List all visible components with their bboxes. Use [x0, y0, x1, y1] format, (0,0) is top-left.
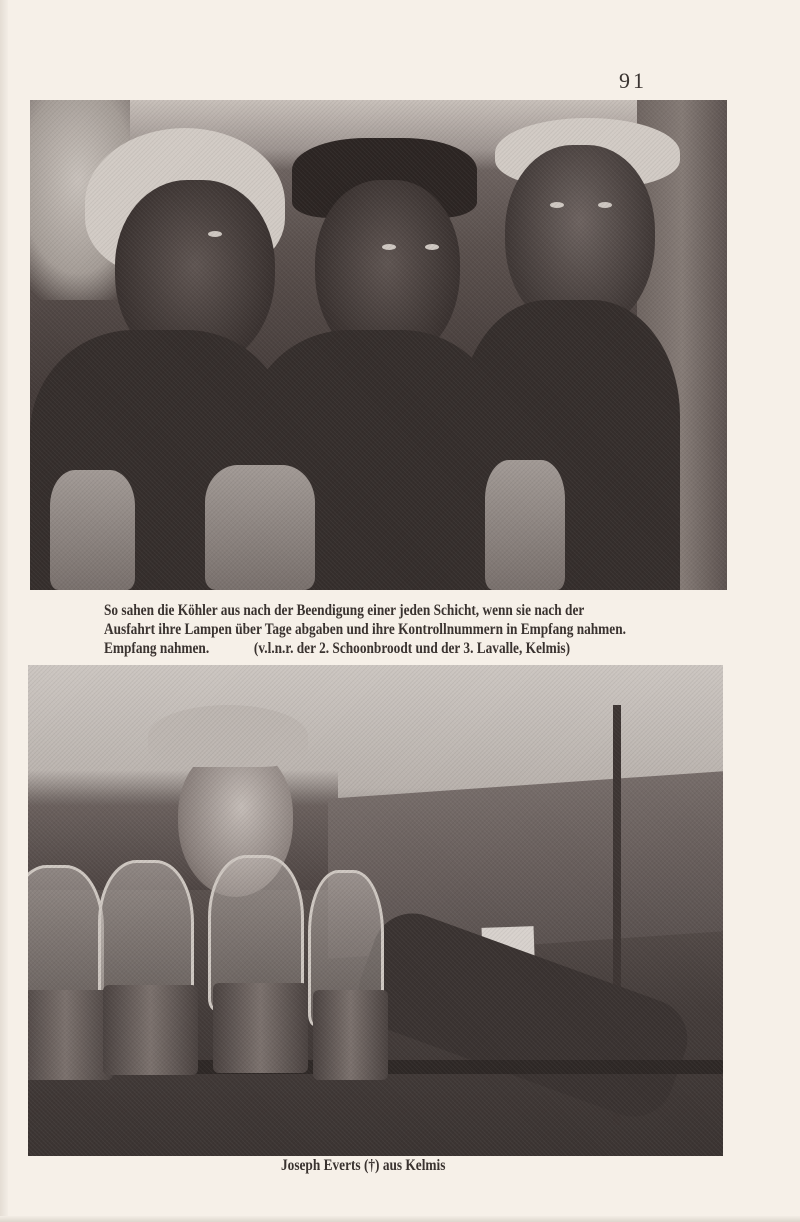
caption-credit: (v.l.n.r. der 2. Schoonbroodt und der 3. Lavalle, Kelmis) [253, 640, 571, 657]
miner-cap [148, 705, 308, 767]
safety-lamp [205, 465, 315, 590]
page-edge-left [0, 0, 8, 1222]
safety-lamp [485, 460, 565, 590]
photo-caption-miners [104, 601, 706, 658]
lamp-base [103, 985, 198, 1075]
page-edge-bottom [0, 1216, 800, 1222]
miner-eye [425, 244, 439, 250]
lamp-base [313, 990, 388, 1080]
miner-eye [598, 202, 612, 208]
caption-line: So sahen die Köhler aus nach der Beendigung einer jeden Schicht, wenn sie nach der [104, 602, 585, 619]
caption-line-3: Empfang nahmen. [104, 640, 210, 657]
lamp-base [213, 983, 308, 1073]
caption-line: Ausfahrt ihre Lampen über Tage abgaben und ihre Kontrollnummern in Empfang nahmen. [104, 621, 626, 638]
safety-lamp [50, 470, 135, 590]
caption-line [104, 639, 706, 658]
page-number: 91 [619, 68, 647, 93]
lamp-base [28, 990, 113, 1080]
photo-joseph-everts [28, 665, 723, 1156]
photo-caption-everts: Joseph Everts (†) aus Kelmis [281, 1157, 446, 1174]
photo-miners [30, 100, 727, 590]
miner-eye [550, 202, 564, 208]
miner-eye [382, 244, 396, 250]
miner-eye [208, 231, 222, 237]
